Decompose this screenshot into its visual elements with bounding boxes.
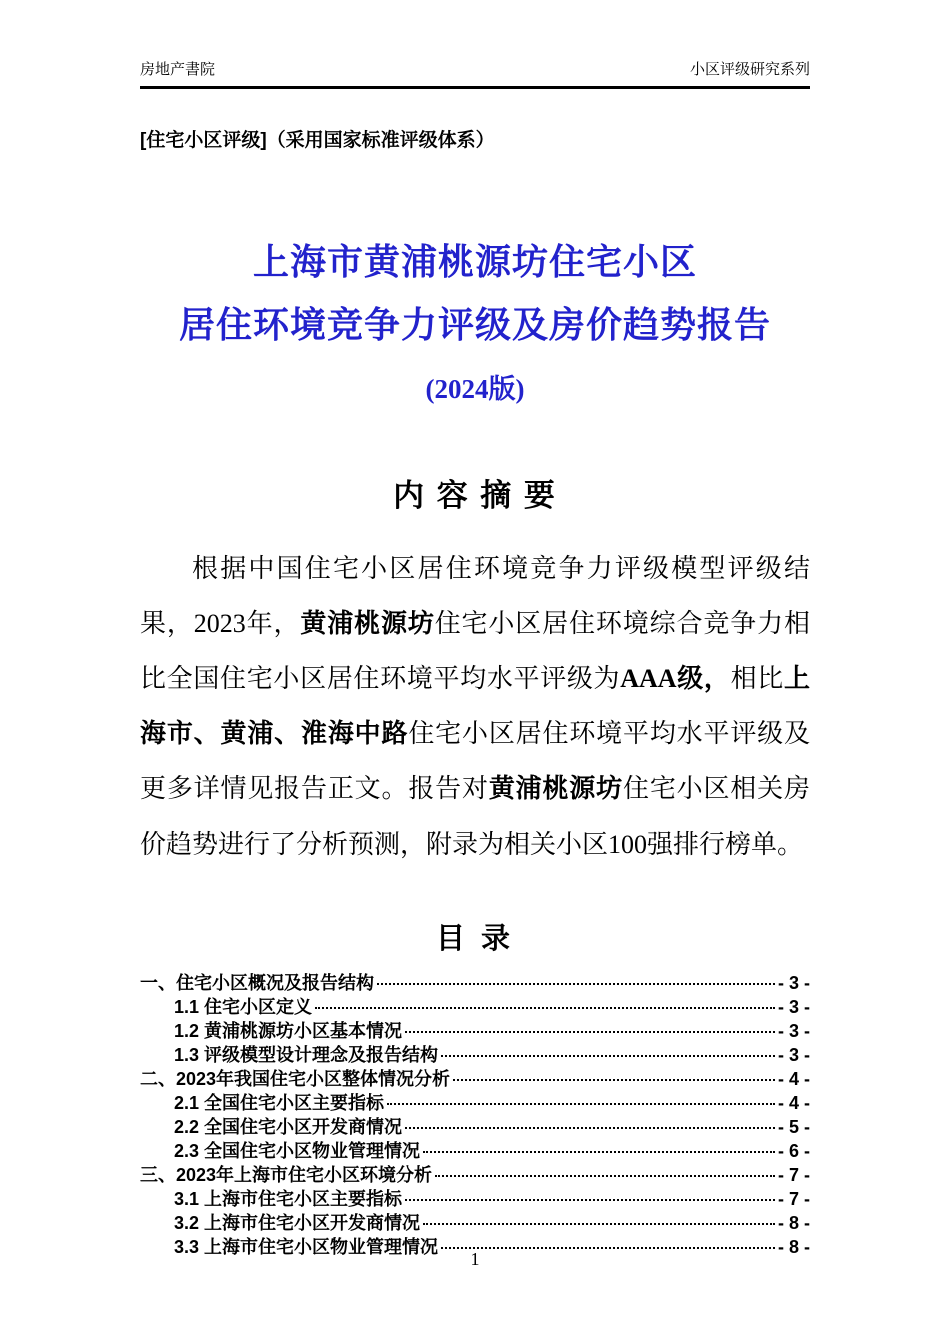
page-header: [140, 58, 810, 89]
toc-item: [140, 1139, 810, 1163]
toc-item-label: 一、住宅小区概况及报告结构: [140, 972, 374, 993]
toc-item-page: - 6 -: [777, 1140, 810, 1161]
toc-item: [140, 971, 810, 995]
toc-item: [140, 1187, 810, 1211]
abstract-text-bold: 上海市、黄浦、淮海中路: [140, 664, 810, 749]
toc-item-label: 3.1 上海市住宅小区主要指标: [174, 1188, 403, 1209]
header-right-text: 小区评级研究系列: [689, 62, 810, 78]
toc-leader-dots: [453, 1079, 775, 1081]
toc-leader-dots: [441, 1055, 775, 1057]
report-title-line1: 上海市黄浦桃源坊住宅小区: [252, 242, 697, 282]
toc-list: [140, 971, 810, 1259]
abstract-text: 相比: [730, 664, 784, 694]
toc-item-label: 3.3 上海市住宅小区物业管理情况: [174, 1236, 439, 1257]
toc-leader-dots: [405, 1199, 775, 1201]
page-number: 1: [470, 1249, 480, 1269]
toc-item: [140, 1043, 810, 1067]
abstract-text: 住宅小区居住环境综合竞争力相比全国住宅小区居住环境平均水平评级为: [140, 609, 810, 694]
toc-item-label: 1.1 住宅小区定义: [174, 996, 313, 1017]
abstract-text-bold: AAA级，: [620, 664, 731, 694]
abstract-text-bold: 黄浦桃源坊: [300, 609, 435, 639]
toc-item: [140, 1115, 810, 1139]
toc-leader-dots: [435, 1175, 775, 1177]
doc-classification-line: [住宅小区评级]（采用国家标准评级体系）: [140, 130, 495, 151]
toc-item-page: - 5 -: [777, 1116, 810, 1137]
toc-heading: 目 录: [435, 922, 515, 955]
toc-leader-dots: [423, 1223, 775, 1225]
abstract-text: 根据中国住宅小区居住环境竞争力评级模型评级结果，2023年，: [140, 554, 810, 639]
toc-item-label: 3.2 上海市住宅小区开发商情况: [174, 1212, 421, 1233]
toc-leader-dots: [377, 983, 775, 985]
toc-leader-dots: [405, 1031, 775, 1033]
abstract-paragraph: [140, 541, 810, 872]
toc-item-label: 二、2023年我国住宅小区整体情况分析: [140, 1068, 451, 1089]
toc-item-label: 三、2023年上海市住宅小区环境分析: [140, 1164, 433, 1185]
toc-leader-dots: [315, 1007, 775, 1009]
report-title-line2: 居住环境竞争力评级及房价趋势报告: [178, 305, 771, 345]
toc-item: [140, 1163, 810, 1187]
toc-item-page: - 7 -: [777, 1164, 810, 1185]
toc-item-label: 1.2 黄浦桃源坊小区基本情况: [174, 1020, 403, 1041]
toc-item: [140, 995, 810, 1019]
toc-leader-dots: [405, 1127, 775, 1129]
toc-item-page: - 8 -: [777, 1212, 810, 1233]
toc-item-page: - 4 -: [777, 1092, 810, 1113]
toc-item-page: - 8 -: [777, 1236, 810, 1257]
toc-item-page: - 3 -: [777, 996, 810, 1017]
toc-item: [140, 1019, 810, 1043]
header-left-text: 房地产書院: [140, 62, 216, 78]
toc-item: [140, 1067, 810, 1091]
toc-item-label: 2.2 全国住宅小区开发商情况: [174, 1116, 403, 1137]
abstract-heading: 内 容 摘 要: [393, 478, 557, 513]
toc-leader-dots: [387, 1103, 775, 1105]
toc-item: [140, 1211, 810, 1235]
toc-item-page: - 4 -: [777, 1068, 810, 1089]
toc-item: [140, 1091, 810, 1115]
toc-item-label: 1.3 评级模型设计理念及报告结构: [174, 1044, 439, 1065]
toc-item-page: - 3 -: [777, 1020, 810, 1041]
toc-leader-dots: [423, 1151, 775, 1153]
toc-item-page: - 7 -: [777, 1188, 810, 1209]
abstract-text-bold: 黄浦桃源坊: [488, 774, 623, 804]
report-title-edition: (2024版): [425, 374, 525, 404]
title-block: [140, 244, 810, 406]
toc-item-label: 2.1 全国住宅小区主要指标: [174, 1092, 385, 1113]
abstract-text: 住宅小区相关房价趋势进行了分析预测，附录为相关小区100强排行榜单。: [140, 774, 810, 859]
toc-item-label: 2.3 全国住宅小区物业管理情况: [174, 1140, 421, 1161]
toc-item-page: - 3 -: [777, 1044, 810, 1065]
toc-item-page: - 3 -: [777, 972, 810, 993]
abstract-text: 住宅小区居住环境平均水平评级及更多详情见报告正文。报告对: [140, 719, 810, 804]
